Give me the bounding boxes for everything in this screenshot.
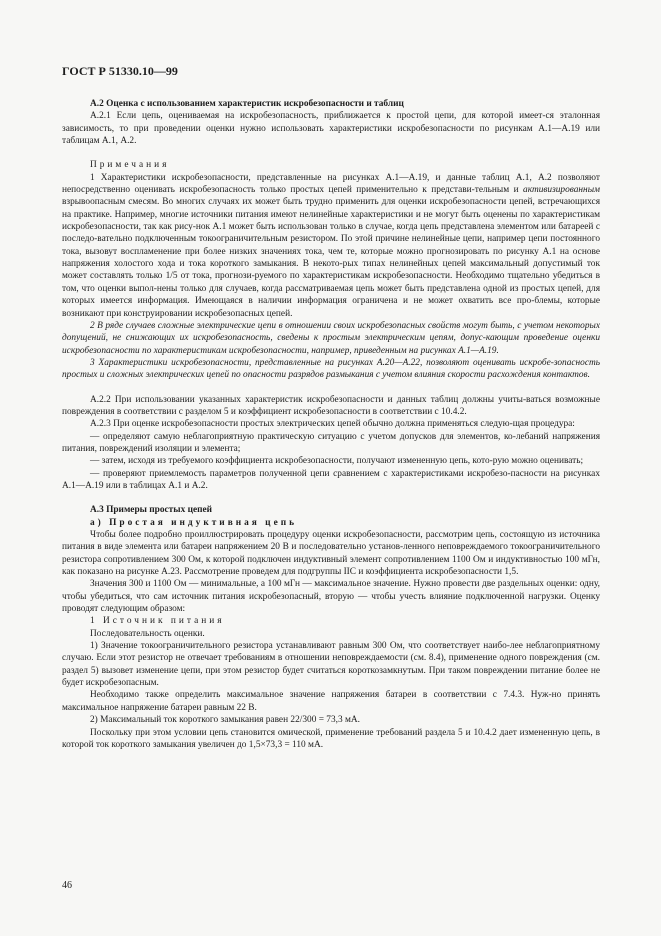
paragraph-a2-3: А.2.3 При оценке искробезопасности простых электрических цепей обычно должна применяться следую-щая процедура: [90, 419, 575, 430]
paragraph-a2-1: А.2.1 Если цепь, оцениваемая на искробезопасность, приближается к простой цепи, для которой имеет-ся эталонная зависимость, то при проведении оценки нужно использовать характеристики искробезопасности по рисункам А.1—А.19 или таблицам А.1, А.2. [62, 111, 600, 147]
page-body [62, 98, 600, 751]
section-heading-a3: А.3 Примеры простых цепей [90, 505, 213, 516]
paragraph: Значения 300 и 1100 Ом — минимальные, а 100 мГн — максимальное значение. Нужно провести две раздельных оценки: одну, чтобы убедиться, что сам источник питания искробезопасный, вторую — чтобы учесть влияние подключенной нагрузки. Оценку проводят следующим образом: [62, 579, 600, 615]
note-1: 1 Характеристики искробезопасности, представленные на рисунках А.1—А.19, и данные таблиц А.1, А.2 позволяют непосредственно оценивать искробезопасность только простых цепей применительно к представи-тельным и активизированным взрывоопасным смесям. Во многих случаях их может быть трудно применить для оценки искробезопасности цепей, встречающихся на практике. Например, многие источники питания имеют нелинейные характеристики и не могут быть оценены по характеристикам искробезопасности, так как рису-нок А.1 может быть использован только в случае, когда цепь представлена элементом или батареей с последо-вательно подключенным токоограничительным резистором. По этой причине нелинейные цепи, например цепи постоянного тока, вызовут воспламенение при более низких значениях тока, чем те, которые можно прогнозировать по рисунку А.1 на основе напряжения холостого хода и тока короткого замыкания. В некото-рых типах нелинейных цепей максимальный допустимый ток может составлять только 1/5 от тока, прогнози-руемого по характеристикам искробезопасности. Необходимо тщательно убедиться в том, что оценки выпол-нены только для случаев, когда рассматриваемая цепь может быть представлена одной из простых цепей, для которых имеется информация. Имеющаяся в наличии информация ограничена и не может охватить все про-блемы, которые возникают при конструировании искробезопасных цепей. [62, 172, 600, 319]
notes-title: Примечания [90, 160, 170, 171]
note-3: 3 Характеристики искробезопасности, представленные на рисунках А.20—А.22, позволяют оценивать искробе-зопасность простых и сложных электрических цепей по опасности разрядов размыкания с учетом влияния скорости расхождения контактов. [62, 357, 600, 381]
paragraph: Поскольку при этом условии цепь становится омической, применение требований раздела 5 и 10.4.2 дает измененную цепь, в которой ток короткого замыкания увеличен до 1,5×73,3 = 110 мА. [62, 727, 600, 750]
paragraph: Чтобы более подробно проиллюстрировать процедуру оценки искробезопасности, рассмотрим цепь, состоящую из источника питания в виде элемента или батареи напряжением 20 В и последовательно установ-ленного неповреждаемого токоограничительного резистора сопротивлением 300 Ом, к которой подключен индуктивный элемент сопротивлением 1100 Ом и индуктивностью 100 мГн, как показано на рисунке А.23. Рассмотрение проведем для подгруппы IIC и коэффициента искробезопасности 1,5. [62, 530, 600, 578]
page-number: 46 [62, 880, 72, 891]
document-header: ГОСТ Р 51330.10—99 [62, 64, 178, 78]
section-heading-a2: А.2 Оценка с использованием характеристик искробезопасности и таблиц [90, 99, 404, 109]
list-item: — определяют самую неблагоприятную практическую ситуацию с учетом допусков для элементов, ко-лебаний напряжения питания, повреждений изоляции и элемента; [62, 431, 600, 454]
list-item: — проверяют приемлемость параметров полученной цепи сравнением с характеристиками искробезо-пасности на рисунках А.1—А.19 или в таблицах А.1 и А.2. [62, 468, 600, 491]
paragraph-a2-2: А.2.2 При использовании указанных характеристик искробезопасности и данных таблиц должны учиты-ваться возможные повреждения в соответствии с разделом 5 и коэффициент искробезопасности в соответствии с 10.4.2. [62, 394, 600, 417]
paragraph: 2) Максимальный ток короткого замыкания равен 22/300 = 73,3 мА. [90, 715, 360, 726]
note-2: 2 В ряде случаев сложные электрические цепи в отношении своих искробезопасных свойств могут быть, с учетом некоторых допущений, не снижающих их искробезопасность, сведены к простым электрическим цепям, допус-кающим проведение оценки искробезопасности по характеристикам искробезопасности, например, приведенным на рисунках А.1—А.19. [62, 320, 600, 356]
subsection-heading: а) Простая индуктивная цепь [90, 517, 298, 528]
list-item: — затем, исходя из требуемого коэффициента искробезопасности, получают измененную цепь, кото-рую можно оценивать; [90, 456, 584, 467]
paragraph: Последовательность оценки. [90, 628, 205, 639]
paragraph: Необходимо также определить максимальное значение напряжения батареи в соответствии с 7.4.3. Нуж-но принять максимальное напряжение батареи равным 22 В. [62, 690, 600, 713]
paragraph: 1) Значение токоограничительного резистора устанавливают равным 300 Ом, что соответствует наибо-лее неблагоприятному случаю. Если этот резистор не отвечает требованиям в отношении неповреждаемости (см. 8.4), применение одного повреждения (см. раздел 5) вызовет изменение цепи, при этом резистор будет считаться короткозамкнутым. При таком повреждении питание более не будет искробезопасным. [62, 641, 600, 689]
item-title: 1 Источник питания [90, 616, 225, 627]
